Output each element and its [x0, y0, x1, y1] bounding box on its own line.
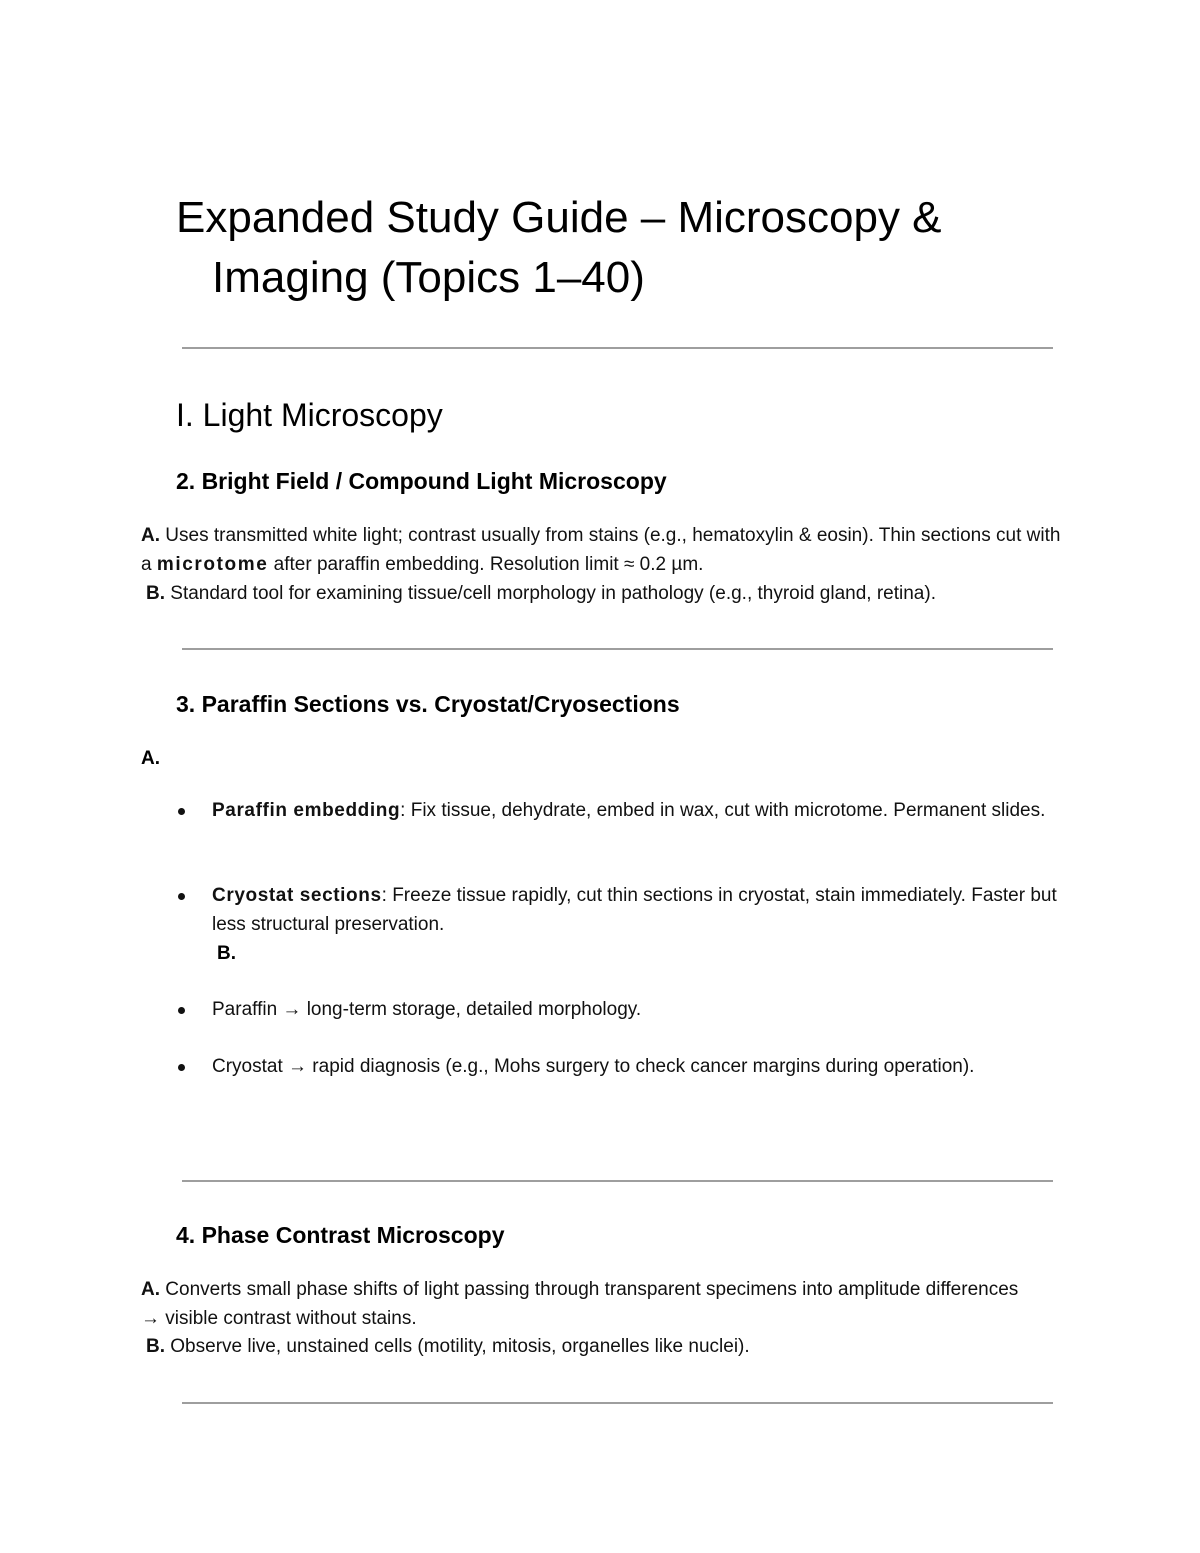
- point-b-label: B.: [146, 583, 165, 604]
- title-line-2: Imaging (Topics 1–40): [212, 253, 645, 302]
- bullet-text: Cryostat → rapid diagnosis (e.g., Mohs surgery to check cancer margins during operation).: [212, 1056, 975, 1077]
- topic-3-point-a-label: A.: [141, 748, 160, 769]
- bullet-text: : Fix tissue, dehydrate, embed in wax, cut with microtome. Permanent slides.: [400, 800, 1046, 821]
- list-item: [212, 996, 1072, 1025]
- bullet-text: : Freeze tissue rapidly, cut thin sections in cryostat, stain immediately. Faster but less structural preservation.: [212, 885, 1057, 935]
- section-heading-light-microscopy: I. Light Microscopy: [176, 397, 443, 433]
- topic-2-point-b: [141, 580, 1061, 609]
- bullet-icon: [178, 808, 185, 815]
- microtome-term: microtome: [156, 553, 269, 575]
- topic-3-point-b-label: B.: [217, 943, 236, 964]
- bullet-text: Paraffin → long-term storage, detailed morphology.: [212, 999, 642, 1020]
- point-b-label: B.: [146, 1336, 165, 1357]
- point-a-label: A.: [141, 1279, 160, 1300]
- horizontal-rule: [182, 648, 1053, 650]
- bullet-icon: [178, 1064, 185, 1071]
- bullet-term: Cryostat sections: [212, 885, 382, 906]
- list-item: [212, 797, 1072, 826]
- topic-2-point-a: [141, 522, 1061, 579]
- title-line-1: Expanded Study Guide – Microscopy &: [176, 193, 942, 242]
- topic-4-point-a: [141, 1276, 1041, 1333]
- bullet-icon: [178, 1007, 185, 1014]
- topic-4-point-b: [141, 1333, 1061, 1362]
- topic-2-heading: 2. Bright Field / Compound Light Microscopy: [176, 468, 667, 494]
- point-a-text: Converts small phase shifts of light passing through transparent specimens into amplitude differences → visible contrast without stains.: [141, 1279, 1019, 1329]
- list-item: [212, 1053, 1012, 1082]
- horizontal-rule: [182, 347, 1053, 349]
- point-a-text-2: after paraffin embedding. Resolution limit ≈ 0.2 µm.: [268, 553, 704, 575]
- topic-3-heading: 3. Paraffin Sections vs. Cryostat/Cryosections: [176, 691, 680, 717]
- point-b-text: Standard tool for examining tissue/cell morphology in pathology (e.g., thyroid gland, retina).: [165, 583, 936, 604]
- point-a-label: A.: [141, 525, 160, 546]
- topic-4-heading: 4. Phase Contrast Microscopy: [176, 1222, 505, 1248]
- horizontal-rule: [182, 1180, 1053, 1182]
- list-item: [212, 882, 1072, 939]
- bullet-icon: [178, 893, 185, 900]
- horizontal-rule: [182, 1402, 1053, 1404]
- point-b-text: Observe live, unstained cells (motility, mitosis, organelles like nuclei).: [165, 1336, 750, 1357]
- document-title: [176, 188, 1056, 308]
- bullet-term: Paraffin embedding: [212, 800, 401, 821]
- point-a-text-1: Uses transmitted white light; contrast usually from stains (e.g., hematoxylin & eosin). Thin sections cut with a: [141, 525, 1061, 575]
